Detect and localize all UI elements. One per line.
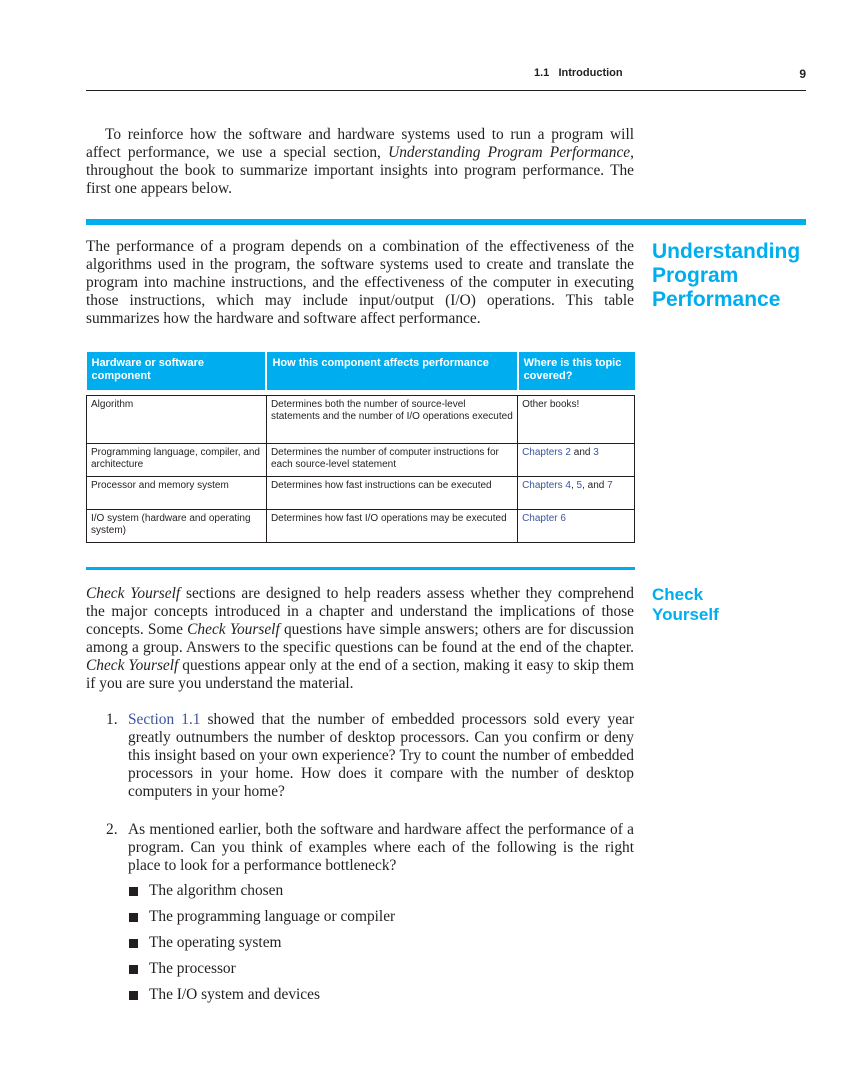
running-header [86,67,806,85]
table-cell-component: Algorithm [87,396,267,444]
table-cell-component: Programming language, compiler, and architecture [87,444,267,477]
table-header-effect: How this component affects performance [266,352,517,390]
page-number: 9 [799,67,806,81]
performance-table [86,352,635,543]
list-item [128,934,628,960]
upp-title-line-1: Understanding [652,240,801,263]
upp-margin-heading [652,240,800,312]
chapter-link[interactable]: 3 [593,447,599,458]
table-cell-where [518,477,635,510]
intro-paragraph [86,126,634,198]
chapter-link[interactable]: Chapter 6 [522,513,566,524]
check-italic-3: Check Yourself [86,657,179,674]
intro-italic-upp: Understanding Program Performance [388,144,631,161]
table-cell-where [518,510,635,543]
intro-text-1: To reinforce how the software and hardware systems used to run a program will affect performance, we use a special section, [86,126,634,161]
list-item-text: The operating system [149,934,282,951]
check-yourself-heading [652,585,719,625]
question-body [128,711,634,801]
upp-top-bar [86,219,806,225]
where-separator: , [570,480,577,491]
table-cell-component: Processor and memory system [87,477,267,510]
section-link[interactable]: Section 1.1 [128,711,201,728]
list-item [128,908,628,934]
table-cell-effect: Determines both the number of source-level statements and the number of I/O operations executed [266,396,517,444]
list-item-text: The algorithm chosen [149,882,284,899]
check-text-2: questions have simple answers; others are for discussion among a group. Answers to the specific questions can be found at the end of the chapter. [86,621,634,656]
question-text: showed that the number of embedded processors sold every year greatly outnumbers the number of desktop processors. Can you confirm or deny this insight based on your own experience? Try to count the number of embedded processors in your home. How does it compare with the number of desktop computers in your home? [128,711,634,800]
square-bullet-icon [129,887,138,896]
table-cell-effect: Determines how fast I/O operations may be executed [266,510,517,543]
list-item [128,960,628,986]
check-italic-2: Check Yourself [187,621,280,638]
table-cell-effect: Determines how fast instructions can be executed [266,477,517,510]
check-text-1: sections are designed to help readers assess whether they comprehend the major concepts introduced in a chapter and understand the implications of those concepts. Some [86,585,634,638]
list-item-text: The programming language or compiler [149,908,396,925]
table-row [87,510,635,543]
chapter-link[interactable]: 7 [607,480,613,491]
intro-text-2: , throughout the book to summarize important insights into program performance. The first one appears below. [86,144,634,197]
upp-body: The performance of a program depends on a combination of the effectiveness of the algorithms used in the program, the software systems used to create and translate the program into machine instructions, and the effectiveness of the computer in executing those instructions, which may include input/output (I/O) operations. This table summarizes how the hardware and software affect performance. [86,238,634,327]
upp-title-line-3: Performance [652,288,781,311]
check-title-line-2: Yourself [652,605,719,624]
section-title: 1.1 Introduction [534,67,623,79]
question-1 [106,711,634,801]
table-cell-component: I/O system (hardware and operating system) [87,510,267,543]
list-item [128,986,628,1012]
question-number: 1. [106,711,118,728]
check-italic-1: Check Yourself [86,585,181,602]
table-row [87,444,635,477]
question-body: As mentioned earlier, both the software and hardware affect the performance of a program. Can you think of examples where each of the following is the right place to look for a performance bottleneck? [128,821,634,874]
check-title-line-1: Check [652,585,704,604]
table-header-component: Hardware or software component [87,352,267,390]
table-cell-where [518,444,635,477]
question-2 [106,821,634,875]
square-bullet-icon [129,991,138,1000]
table-header-where: Where is this topic covered? [518,352,635,390]
bottleneck-list [128,882,628,1012]
chapter-link[interactable]: Chapters 4 [522,480,571,491]
question-number: 2. [106,821,118,838]
table-row [87,477,635,510]
table-cell-where: Other books! [518,396,635,444]
chapter-link[interactable]: 5 [576,480,583,491]
table-header-row [87,352,635,390]
table-row [87,396,635,444]
where-separator: , and [582,480,608,491]
square-bullet-icon [129,939,138,948]
chapter-link[interactable]: Chapters 2 [522,447,571,458]
square-bullet-icon [129,965,138,974]
header-rule [86,90,806,91]
square-bullet-icon [129,913,138,922]
upp-title-line-2: Program [652,264,739,287]
table-cell-effect: Determines the number of computer instructions for each source-level statement [266,444,517,477]
check-yourself-paragraph [86,585,634,693]
upp-bottom-bar [86,567,635,570]
check-text-3: questions appear only at the end of a section, making it easy to skip them if you are sure you understand the material. [86,657,635,692]
list-item-text: The I/O system and devices [149,986,320,1003]
where-separator: and [570,447,594,458]
list-item [128,882,628,908]
list-item-text: The processor [149,960,236,977]
